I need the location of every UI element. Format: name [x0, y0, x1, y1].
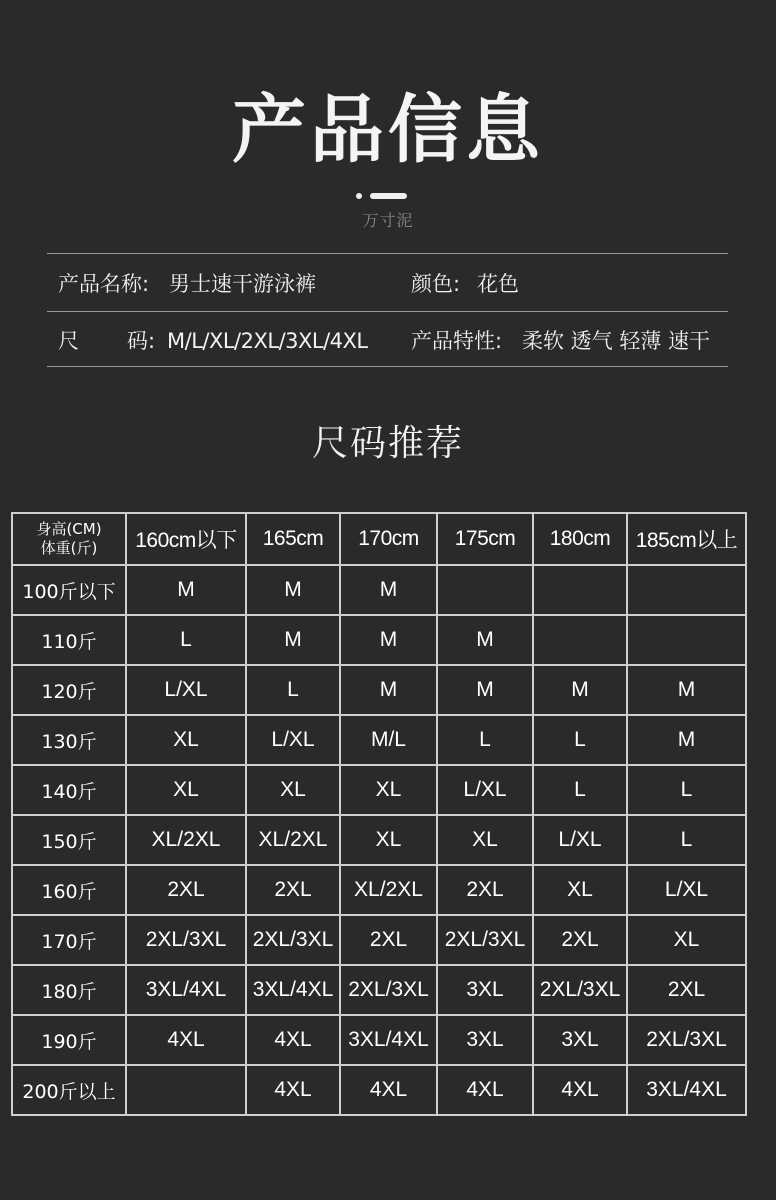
size-chart-row: [12, 915, 746, 965]
weight-header-cell: 200斤以上: [12, 1065, 126, 1115]
size-value: M/L/XL/2XL/3XL/4XL: [167, 329, 368, 353]
weight-header-cell: 150斤: [12, 815, 126, 865]
size-cell: 2XL: [437, 865, 533, 915]
size-cell: XL: [340, 765, 437, 815]
size-cell: L: [627, 815, 746, 865]
size-cell: M: [437, 665, 533, 715]
size-cell: 2XL/3XL: [126, 915, 246, 965]
size-cell: 2XL/3XL: [627, 1015, 746, 1065]
size-cell: 2XL/3XL: [246, 915, 340, 965]
size-cell: L: [627, 765, 746, 815]
size-chart-row: [12, 665, 746, 715]
page-title: 产品信息: [232, 87, 544, 173]
size-cell: 4XL: [246, 1065, 340, 1115]
size-chart-row: [12, 815, 746, 865]
size-cell: M: [340, 565, 437, 615]
size-cell: M: [340, 665, 437, 715]
size-cell: 4XL: [437, 1065, 533, 1115]
size-cell: XL: [437, 815, 533, 865]
divider-middle: [47, 311, 728, 312]
size-cell: L: [533, 765, 627, 815]
size-chart-row: [12, 615, 746, 665]
color-label: 颜色:: [411, 272, 461, 296]
size-cell: M: [126, 565, 246, 615]
size-cell: L: [437, 715, 533, 765]
product-name-value: 男士速干游泳裤: [169, 272, 316, 296]
size-chart-row: [12, 715, 746, 765]
weight-header-cell: 120斤: [12, 665, 126, 715]
size-cell: 3XL/4XL: [627, 1065, 746, 1115]
size-cell: [437, 565, 533, 615]
size-chart-row: [12, 565, 746, 615]
size-cell: 4XL: [340, 1065, 437, 1115]
size-cell: 3XL: [437, 1015, 533, 1065]
color-value: 花色: [477, 272, 519, 296]
size-cell: 3XL/4XL: [126, 965, 246, 1015]
size-cell: L/XL: [126, 665, 246, 715]
size-chart-row: [12, 1065, 746, 1115]
size-cell: 3XL/4XL: [246, 965, 340, 1015]
size-cell: [533, 615, 627, 665]
corner-height-label: 身高(CM): [36, 520, 102, 538]
size-cell: 3XL: [437, 965, 533, 1015]
divider-bottom: [47, 366, 728, 367]
size-cell: 2XL/3XL: [533, 965, 627, 1015]
size-cell: L: [246, 665, 340, 715]
size-cell: M: [627, 665, 746, 715]
size-cell: 2XL: [246, 865, 340, 915]
weight-header-cell: 180斤: [12, 965, 126, 1015]
size-cell: M: [627, 715, 746, 765]
size-cell: L: [126, 615, 246, 665]
title-divider-dot: [356, 193, 362, 199]
divider-top: [47, 253, 728, 254]
size-cell: [627, 615, 746, 665]
size-cell: L/XL: [437, 765, 533, 815]
size-recommendation-title: 尺码推荐: [311, 423, 464, 464]
height-header-cell: 180cm: [533, 513, 627, 565]
size-cell: 2XL: [126, 865, 246, 915]
size-cell: 2XL: [533, 915, 627, 965]
size-cell: L: [533, 715, 627, 765]
size-cell: 2XL/3XL: [437, 915, 533, 965]
size-cell: XL: [246, 765, 340, 815]
size-cell: M: [437, 615, 533, 665]
height-header-cell: 160cm以下: [126, 513, 246, 565]
size-cell: 2XL: [627, 965, 746, 1015]
size-cell: XL: [627, 915, 746, 965]
height-header-cell: 175cm: [437, 513, 533, 565]
size-cell: L/XL: [533, 815, 627, 865]
feature-label: 产品特性:: [411, 329, 503, 353]
size-cell: 4XL: [246, 1015, 340, 1065]
size-chart-table: [11, 512, 747, 1116]
weight-header-cell: 110斤: [12, 615, 126, 665]
corner-weight-label: 体重(斤): [40, 539, 98, 557]
size-cell: XL: [126, 765, 246, 815]
weight-header-cell: 190斤: [12, 1015, 126, 1065]
size-cell: XL/2XL: [340, 865, 437, 915]
size-cell: M: [533, 665, 627, 715]
size-cell: XL/2XL: [246, 815, 340, 865]
feature-value: 柔软 透气 轻薄 速干: [522, 329, 711, 353]
size-cell: 4XL: [126, 1015, 246, 1065]
height-header-cell: 185cm以上: [627, 513, 746, 565]
size-cell: XL: [533, 865, 627, 915]
size-label-char-2: 码:: [127, 329, 156, 353]
size-cell: M: [340, 615, 437, 665]
height-header-cell: 170cm: [340, 513, 437, 565]
weight-header-cell: 130斤: [12, 715, 126, 765]
size-cell: [126, 1065, 246, 1115]
size-cell: XL: [126, 715, 246, 765]
size-cell: M: [246, 565, 340, 615]
size-cell: [533, 565, 627, 615]
weight-header-cell: 100斤以下: [12, 565, 126, 615]
size-chart-row: [12, 765, 746, 815]
size-cell: L/XL: [246, 715, 340, 765]
size-chart-header-row: [12, 513, 746, 565]
watermark-text: 万寸泥: [362, 211, 414, 230]
corner-header-cell: [12, 513, 126, 565]
weight-header-cell: 160斤: [12, 865, 126, 915]
product-name-label: 产品名称:: [58, 272, 150, 296]
size-cell: 2XL/3XL: [340, 965, 437, 1015]
size-cell: 4XL: [533, 1065, 627, 1115]
size-chart-row: [12, 865, 746, 915]
height-header-cell: 165cm: [246, 513, 340, 565]
size-cell: XL: [340, 815, 437, 865]
size-cell: XL/2XL: [126, 815, 246, 865]
size-cell: 3XL: [533, 1015, 627, 1065]
size-cell: [627, 565, 746, 615]
weight-header-cell: 170斤: [12, 915, 126, 965]
size-chart-row: [12, 1015, 746, 1065]
size-cell: M/L: [340, 715, 437, 765]
title-divider-bar: [370, 193, 407, 199]
weight-header-cell: 140斤: [12, 765, 126, 815]
size-cell: M: [246, 615, 340, 665]
size-chart-row: [12, 965, 746, 1015]
size-cell: L/XL: [627, 865, 746, 915]
size-label-char-1: 尺: [58, 329, 79, 353]
size-cell: 2XL: [340, 915, 437, 965]
size-cell: 3XL/4XL: [340, 1015, 437, 1065]
